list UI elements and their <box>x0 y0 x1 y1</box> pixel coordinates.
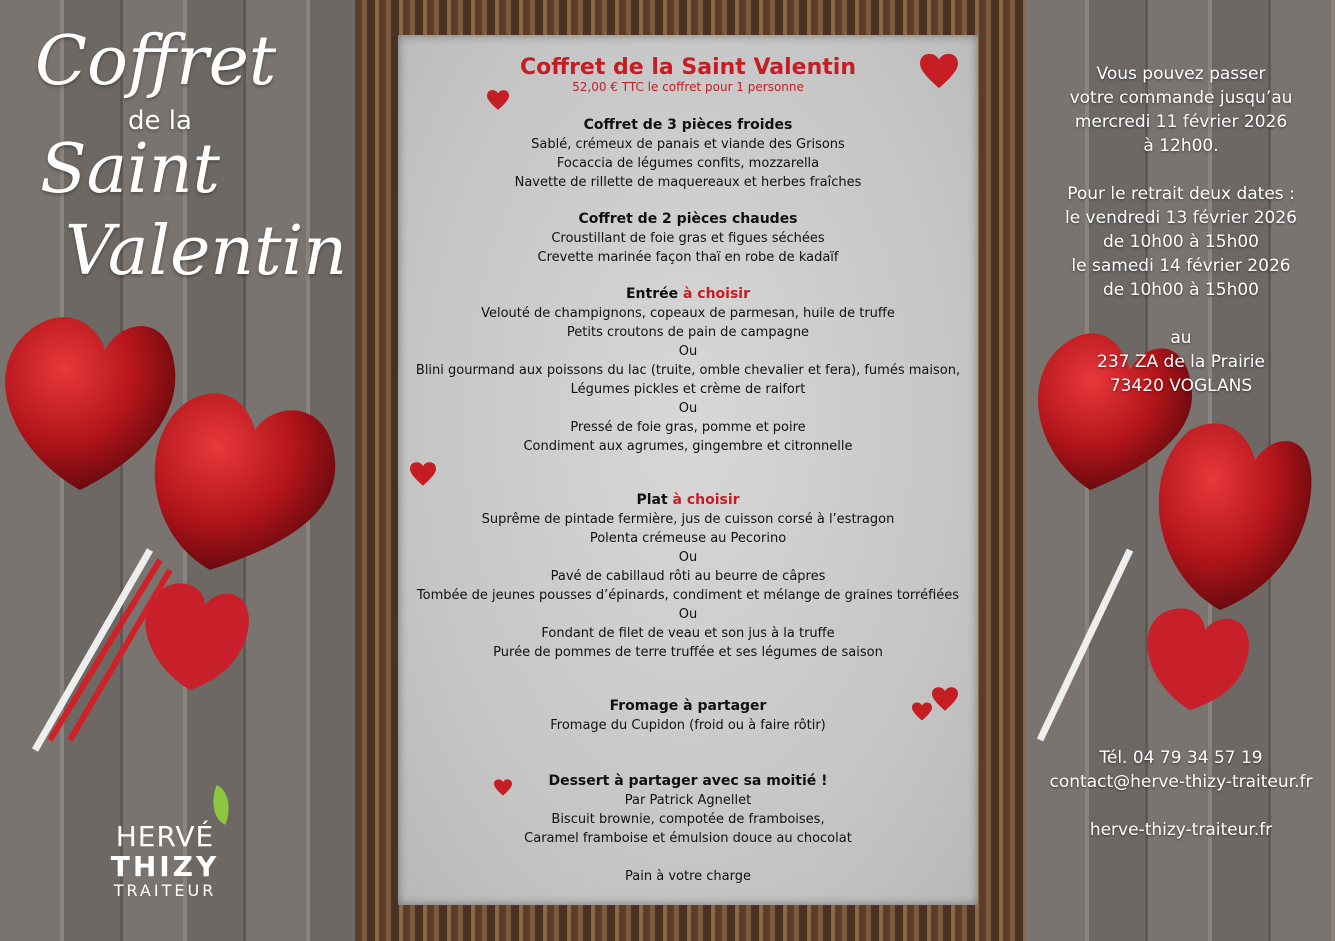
menu-price: 52,00 € TTC le coffret pour 1 personne <box>572 80 804 94</box>
cover-title-de-la: de la <box>128 106 192 136</box>
info-line: le vendredi 13 février 2026 <box>1064 208 1298 228</box>
info-line: Pour le retrait deux dates : <box>1067 184 1295 204</box>
menu-separator: Ou <box>678 401 698 416</box>
menu-item: Condiment aux agrumes, gingembre et citronnelle <box>523 439 853 454</box>
menu-item: Suprême de pintade fermière, jus de cuisson corsé à l’estragon <box>481 512 895 527</box>
menu-item: Navette de rillette de maquereaux et herbes fraîches <box>514 175 862 190</box>
pickup-dates <box>1030 182 1332 302</box>
menu-item: Blini gourmand aux poissons du lac (truite, omble chevalier et fera), fumés maison, <box>415 363 961 378</box>
section-heading: Coffret de 3 pièces froides <box>583 117 793 133</box>
phone-number[interactable]: Tél. 04 79 34 57 19 <box>1099 748 1263 768</box>
cover-title-coffret: Coffret <box>35 22 277 101</box>
heart-icon <box>920 53 958 89</box>
menu-card <box>398 35 978 905</box>
heading-text: Entrée <box>625 286 683 302</box>
info-line: au <box>1170 328 1192 348</box>
logo-line: TRAITEUR <box>113 881 217 900</box>
menu-separator: Ou <box>678 344 698 359</box>
menu-item: Fondant de filet de veau et son jus à la truffe <box>541 626 835 641</box>
heart-icon <box>912 702 932 721</box>
company-logo <box>100 820 230 900</box>
heading-accent: à choisir <box>672 492 740 508</box>
menu-separator: Ou <box>678 607 698 622</box>
menu-item: Pavé de cabillaud rôti au beurre de câpres <box>550 569 826 584</box>
menu-item: Fromage du Cupidon (froid ou à faire rôtir) <box>550 718 826 733</box>
info-line: de 10h00 à 15h00 <box>1103 280 1259 300</box>
info-line: votre commande jusqu’au <box>1069 88 1293 108</box>
menu-separator: Ou <box>678 550 698 565</box>
email-link[interactable]: contact@herve-thizy-traiteur.fr <box>1049 772 1313 792</box>
logo-line: HERVÉ <box>115 820 215 853</box>
info-line: à 12h00. <box>1143 136 1219 156</box>
menu-item: Pressé de foie gras, pomme et poire <box>570 420 806 435</box>
heading-accent: à choisir <box>682 286 751 302</box>
menu-section <box>398 772 978 848</box>
menu-item: Tombée de jeunes pousses d’épinards, condiment et mélange de graines torréfiées <box>416 588 960 603</box>
menu-section <box>398 116 978 192</box>
cover-title-saint: Saint <box>40 130 220 209</box>
menu-item: Polenta crémeuse au Pecorino <box>589 531 787 546</box>
info-line: 73420 VOGLANS <box>1109 376 1253 396</box>
menu-item: Légumes pickles et crème de raifort <box>570 382 806 397</box>
heading-text: Plat <box>636 492 673 508</box>
menu-section <box>398 491 978 662</box>
info-line: mercredi 11 février 2026 <box>1074 112 1288 132</box>
section-heading: Fromage à partager <box>609 698 767 714</box>
heart-icon <box>410 462 436 486</box>
section-heading: Dessert à partager avec sa moitié ! <box>548 773 828 789</box>
menu-item: Velouté de champignons, copeaux de parmesan, huile de truffe <box>481 306 895 321</box>
heart-icon <box>932 687 958 711</box>
order-deadline <box>1030 62 1332 158</box>
logo-line: THIZY <box>110 850 220 883</box>
menu-item: Purée de pommes de terre truffée et ses légumes de saison <box>493 645 883 660</box>
info-line: de 10h00 à 15h00 <box>1103 232 1259 252</box>
cover-title-valentin: Valentin <box>65 212 348 291</box>
menu-item: Caramel framboise et émulsion douce au chocolat <box>524 831 852 846</box>
section-heading: Coffret de 2 pièces chaudes <box>578 211 798 227</box>
menu-footer: Pain à votre charge <box>625 869 751 884</box>
menu-section <box>398 285 978 456</box>
menu-item: Biscuit brownie, compotée de framboises, <box>551 812 825 827</box>
menu-section <box>398 697 978 735</box>
section-heading <box>398 285 978 304</box>
menu-item: Petits croutons de pain de campagne <box>566 325 810 340</box>
info-line: Vous pouvez passer <box>1096 64 1266 84</box>
menu-section <box>398 210 978 267</box>
pickup-address <box>1030 326 1332 398</box>
contact-info <box>1030 746 1332 842</box>
menu-item: Crevette marinée façon thaï en robe de kadaïf <box>537 250 839 265</box>
section-heading <box>398 491 978 510</box>
menu-item: Croustillant de foie gras et figues séchées <box>551 231 825 246</box>
heart-decoration-icon <box>0 300 340 760</box>
menu-item: Focaccia de légumes confits, mozzarella <box>556 156 820 171</box>
heart-icon <box>487 90 509 110</box>
website-link[interactable]: herve-thizy-traiteur.fr <box>1089 820 1273 840</box>
menu-item: Par Patrick Agnellet <box>624 793 752 808</box>
menu-title: Coffret de la Saint Valentin <box>520 55 856 80</box>
heart-icon <box>494 779 512 796</box>
info-line: le samedi 14 février 2026 <box>1071 256 1291 276</box>
menu-item: Sablé, crémeux de panais et viande des Grisons <box>531 137 845 152</box>
info-line: 237 ZA de la Prairie <box>1097 352 1265 372</box>
